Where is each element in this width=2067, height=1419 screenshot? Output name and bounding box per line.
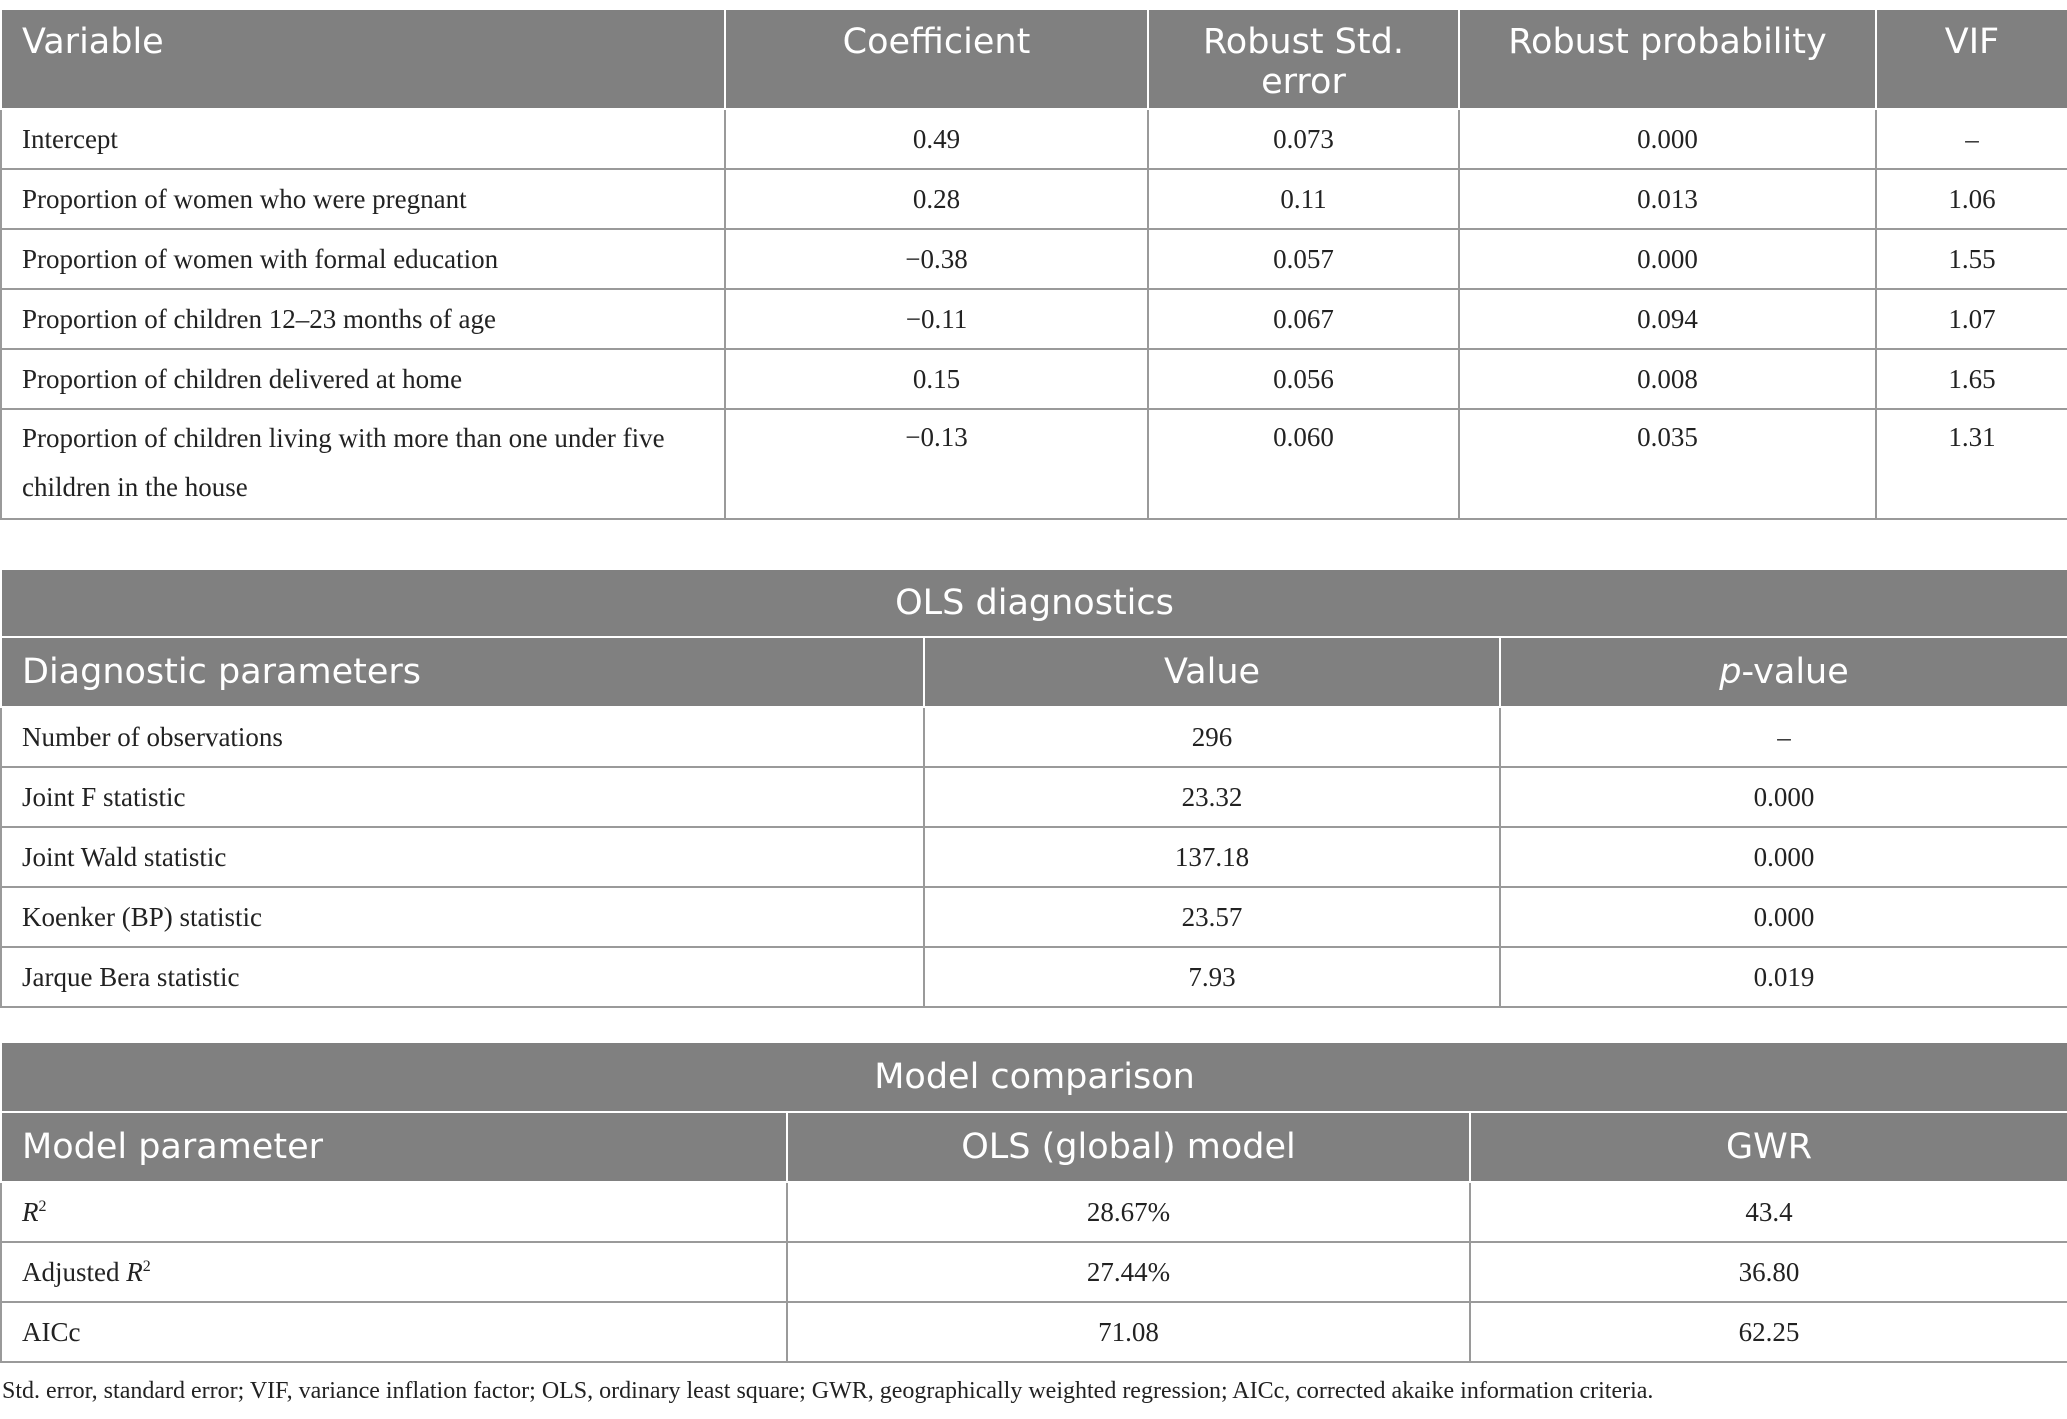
p-value-cell: – [1500,707,2067,767]
value-cell: 23.57 [924,887,1500,947]
coefficient-cell: 0.15 [725,349,1148,409]
parameter-superscript: 2 [142,1257,151,1275]
header-p-value [1500,637,2067,707]
header-ols-model: OLS (global) model [787,1112,1470,1182]
p-value-cell: 0.000 [1500,887,2067,947]
p-value-cell: 0.000 [1500,767,2067,827]
model-comparison-caption: Model comparison [1,1042,2067,1112]
header-model-parameter: Model parameter [1,1112,787,1182]
coefficient-cell: −0.11 [725,289,1148,349]
probability-cell: 0.013 [1459,169,1876,229]
p-value-cell: 0.019 [1500,947,2067,1007]
vif-cell: 1.31 [1876,409,2067,519]
header-diagnostic-parameters: Diagnostic parameters [1,637,924,707]
table-row [1,887,2067,947]
header-value: Value [924,637,1500,707]
ols-caption-row [1,569,2067,637]
table-row [1,349,2067,409]
parameter-cell: Joint Wald statistic [1,827,924,887]
coefficient-cell: 0.28 [725,169,1148,229]
parameter-prefix: Adjusted [22,1256,127,1287]
table-row [1,707,2067,767]
header-variable: Variable [1,9,725,109]
table-row [1,109,2067,169]
coefficient-cell: −0.13 [725,409,1148,519]
probability-cell: 0.094 [1459,289,1876,349]
table-row [1,1302,2067,1362]
p-value-suffix: -value [1741,652,1849,692]
gwr-cell: 36.80 [1470,1242,2067,1302]
vif-cell: 1.07 [1876,289,2067,349]
std-error-cell: 0.11 [1148,169,1459,229]
vif-cell: 1.55 [1876,229,2067,289]
std-error-cell: 0.057 [1148,229,1459,289]
value-cell: 7.93 [924,947,1500,1007]
table-row [1,169,2067,229]
parameter-cell: Joint F statistic [1,767,924,827]
model-comparison-table [0,1041,2067,1363]
ols-diagnostics-table [0,568,2067,1008]
variable-cell: Intercept [1,109,725,169]
header-coefficient: Coefficient [725,9,1148,109]
ols-header-row [1,637,2067,707]
table-row [1,1182,2067,1242]
coefficients-header-row [1,9,2067,109]
model-header-row [1,1112,2067,1182]
gwr-cell: 43.4 [1470,1182,2067,1242]
p-value-cell: 0.000 [1500,827,2067,887]
probability-cell: 0.000 [1459,229,1876,289]
variable-cell: Proportion of children 12–23 months of age [1,289,725,349]
coefficient-cell: −0.38 [725,229,1148,289]
variable-cell: Proportion of children delivered at home [1,349,725,409]
vif-cell: 1.65 [1876,349,2067,409]
header-vif: VIF [1876,9,2067,109]
ols-cell: 27.44% [787,1242,1470,1302]
p-value-italic: p [1719,652,1742,692]
variable-cell: Proportion of children living with more than one under five children in the house [1,409,725,519]
std-error-cell: 0.056 [1148,349,1459,409]
parameter-prefix: AICc [22,1316,81,1347]
model-caption-row [1,1042,2067,1112]
value-cell: 296 [924,707,1500,767]
parameter-cell: Number of observations [1,707,924,767]
table-row [1,767,2067,827]
parameter-cell [1,1302,787,1362]
variable-cell: Proportion of women with formal education [1,229,725,289]
value-cell: 137.18 [924,827,1500,887]
header-gwr: GWR [1470,1112,2067,1182]
std-error-cell: 0.060 [1148,409,1459,519]
gwr-cell: 62.25 [1470,1302,2067,1362]
probability-cell: 0.008 [1459,349,1876,409]
table-row [1,409,2067,519]
parameter-cell [1,1182,787,1242]
table-row [1,289,2067,349]
table-row [1,1242,2067,1302]
ols-cell: 28.67% [787,1182,1470,1242]
header-robust-probability: Robust probability [1459,9,1876,109]
parameter-symbol: R [22,1196,39,1227]
vif-cell: 1.06 [1876,169,2067,229]
vif-cell: – [1876,109,2067,169]
std-error-cell: 0.073 [1148,109,1459,169]
parameter-superscript: 2 [38,1197,47,1215]
table-row [1,827,2067,887]
std-error-cell: 0.067 [1148,289,1459,349]
value-cell: 23.32 [924,767,1500,827]
probability-cell: 0.035 [1459,409,1876,519]
header-robust-std-error: Robust Std. error [1148,9,1459,109]
table-row [1,229,2067,289]
ols-diagnostics-caption: OLS diagnostics [1,569,2067,637]
table-footnote: Std. error, standard error; VIF, variance inflation factor; OLS, ordinary least square; GWR, geographically weighted regression; AICc, corrected akaike information criteria. [2,1378,1654,1404]
parameter-cell [1,1242,787,1302]
coefficients-table [0,8,2067,520]
coefficient-cell: 0.49 [725,109,1148,169]
parameter-symbol: R [126,1256,143,1287]
ols-cell: 71.08 [787,1302,1470,1362]
probability-cell: 0.000 [1459,109,1876,169]
variable-cell: Proportion of women who were pregnant [1,169,725,229]
parameter-cell: Koenker (BP) statistic [1,887,924,947]
parameter-cell: Jarque Bera statistic [1,947,924,1007]
table-row [1,947,2067,1007]
